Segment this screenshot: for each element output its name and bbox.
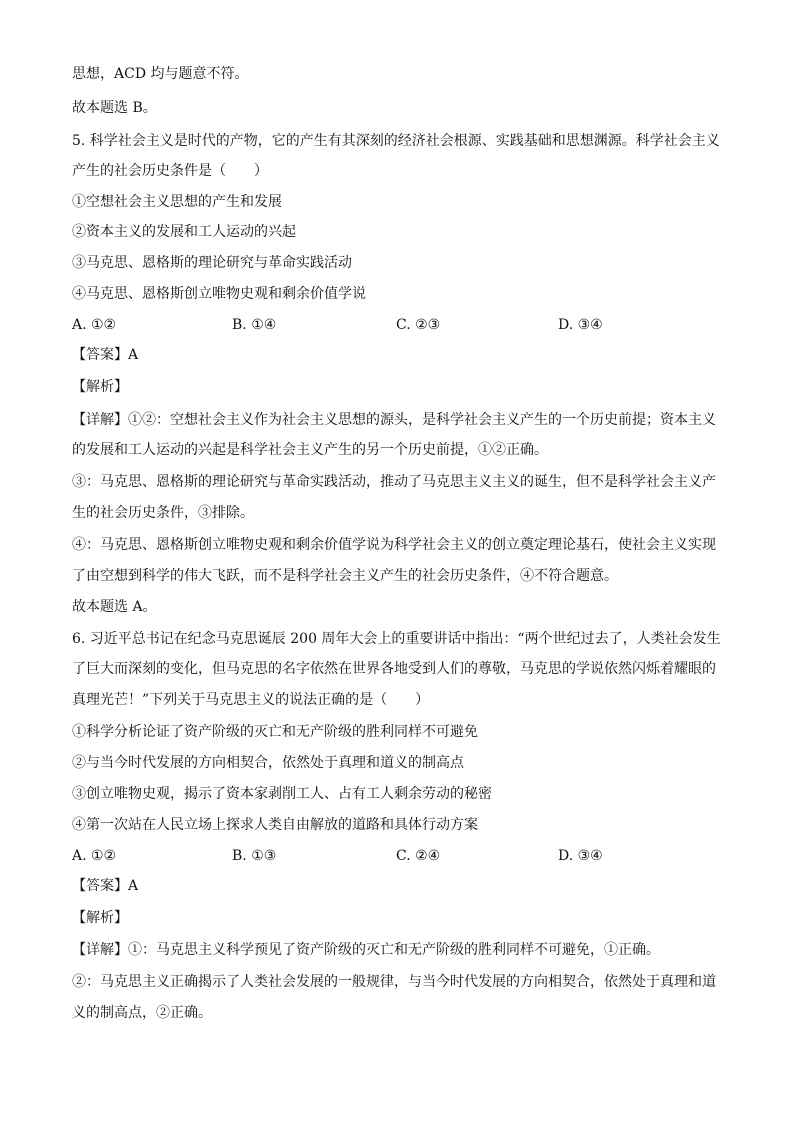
explanation-line: 【详解】①：马克思主义科学预见了资产阶级的灭亡和无产阶级的胜利同样不可避免，①正确。 [72,942,660,958]
analysis-label: 【解析】 [72,379,128,395]
question-6-statement: ①科学分析论证了资产阶级的灭亡和无产阶级的胜利同样不可避免 [72,724,478,740]
explanation-line: ③：马克思、恩格斯的理论研究与革命实践活动，推动了马克思主义主义的诞生，但不是科学社会主义产 [72,474,716,490]
explanation-line: 了由空想到科学的伟大飞跃，而不是科学社会主义产生的社会历史条件，④不符合题意。 [72,568,618,584]
explanation-line: 生的社会历史条件，③排除。 [72,505,254,521]
explanation-line: 义的制高点，②正确。 [72,1005,212,1021]
answer-label: 【答案】A [72,347,139,363]
explanation-line: ②：马克思主义正确揭示了人类社会发展的一般规律，与当今时代发展的方向相契合，依然处于真理和道 [72,974,716,990]
question-5-option-a: A. ①② [72,317,117,333]
question-5-statement: ①空想社会主义思想的产生和发展 [72,194,282,210]
question-5-statement: ③马克思、恩格斯的理论研究与革命实践活动 [72,255,352,271]
text-line: 思想，ACD 均与题意不符。 [72,66,249,82]
answer-label: 【答案】A [72,878,139,894]
question-6-option-d: D. ③④ [558,848,603,864]
question-5-stem: 产生的社会历史条件是（ ） [72,163,268,179]
explanation-line: 的发展和工人运动的兴起是科学社会主义产生的另一个历史前提，①②正确。 [72,442,548,458]
question-5-option-c: C. ②③ [396,317,441,333]
question-5-option-b: B. ①④ [232,317,277,333]
explanation-line: 【详解】①②：空想社会主义作为社会主义思想的源头，是科学社会主义产生的一个历史前提；资本主义 [72,412,716,428]
explanation-line: ④：马克思、恩格斯创立唯物史观和剩余价值学说为科学社会主义的创立奠定理论基石，使社会主义实现 [72,537,716,553]
question-6-stem: 了巨大而深刻的变化，但马克思的名字依然在世界各地受到人们的尊敬，马克思的学说依然闪烁着耀眼的 [72,661,716,677]
text-line: 故本题选 A。 [72,599,157,615]
question-5-statement: ②资本主义的发展和工人运动的兴起 [72,224,296,240]
question-6-option-b: B. ①③ [232,848,277,864]
question-6-statement: ②与当今时代发展的方向相契合，依然处于真理和道义的制高点 [72,755,464,771]
analysis-label: 【解析】 [72,910,128,926]
question-6-statement: ③创立唯物史观，揭示了资本家剥削工人、占有工人剩余劳动的秘密 [72,786,492,802]
question-5-statement: ④马克思、恩格斯创立唯物史观和剩余价值学说 [72,286,366,302]
question-6-stem: 6. 习近平总书记在纪念马克思诞辰 200 周年大会上的重要讲话中指出：“两个世纪过去了，人类社会发生 [72,631,721,647]
question-5-stem: 5. 科学社会主义是时代的产物，它的产生有其深刻的经济社会根源、实践基础和思想渊源。科学社会主义 [72,133,720,149]
question-6-option-a: A. ①② [72,848,117,864]
question-6-statement: ④第一次站在人民立场上探求人类自由解放的道路和具体行动方案 [72,817,478,833]
question-6-stem: 真理光芒！”下列关于马克思主义的说法正确的是（ ） [72,692,430,708]
question-6-option-c: C. ②④ [396,848,441,864]
question-5-option-d: D. ③④ [558,317,603,333]
text-line: 故本题选 B。 [72,100,157,116]
